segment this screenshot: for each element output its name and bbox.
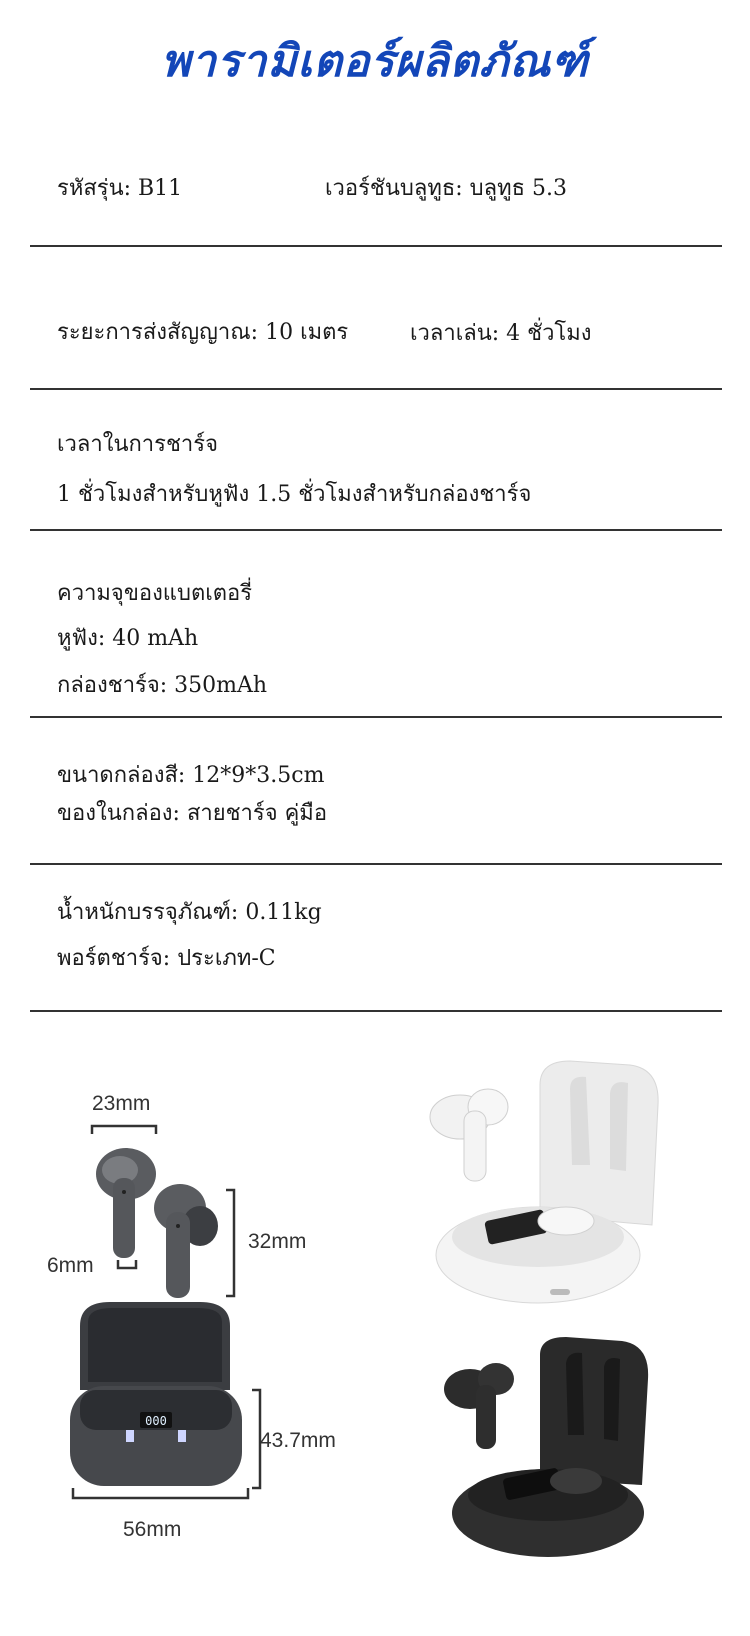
dimension-label-width-earbud: 23mm (92, 1092, 151, 1115)
earbud-left-image (96, 1148, 156, 1258)
divider (30, 388, 722, 390)
earbud-right-image (154, 1184, 218, 1298)
range-spec: ระยะการส่งสัญญาณ: 10 เมตร (57, 320, 349, 345)
play-time-spec: เวลาเล่น: 4 ชั่วโมง (410, 321, 592, 346)
charge-time-label: เวลาในการชาร์จ (57, 432, 218, 457)
divider (30, 529, 722, 531)
battery-label: ความจุของแบตเตอรี่ (57, 581, 253, 606)
black-earbuds-photo (440, 1335, 670, 1560)
divider (30, 863, 722, 865)
charging-case-image (70, 1302, 242, 1486)
white-earbuds-photo (420, 1055, 670, 1310)
dimension-diagram (40, 1090, 370, 1550)
page-title: พารามิเตอร์ผลิตภัณฑ์ (161, 36, 589, 87)
battery-earbud-spec: หูฟัง: 40 mAh (57, 626, 199, 651)
charge-port-spec: พอร์ตชาร์จ: ประเภท-C (57, 946, 276, 971)
box-size-spec: ขนาดกล่องสี: 12*9*3.5cm (57, 763, 325, 788)
dimension-label-height-earbud: 32mm (248, 1230, 307, 1253)
bluetooth-version-spec: เวอร์ชันบลูทูธ: บลูทูธ 5.3 (325, 176, 568, 201)
divider (30, 245, 722, 247)
in-box-spec: ของในกล่อง: สายชาร์จ คู่มือ (57, 801, 328, 826)
dimension-label-height-case: 43.7mm (260, 1429, 336, 1452)
dimension-label-stem: 6mm (47, 1254, 94, 1277)
divider (30, 1010, 722, 1012)
divider (30, 716, 722, 718)
model-spec: รหัสรุ่น: B11 (57, 176, 183, 201)
weight-spec: น้ำหนักบรรจุภัณฑ์: 0.11kg (57, 900, 322, 925)
dimension-label-width-case: 56mm (123, 1518, 182, 1541)
svg-text:000: 000 (145, 1414, 167, 1428)
battery-case-spec: กล่องชาร์จ: 350mAh (57, 673, 268, 698)
charge-time-value: 1 ชั่วโมงสำหรับหูฟัง 1.5 ชั่วโมงสำหรับกล่องชาร์จ (57, 482, 532, 507)
